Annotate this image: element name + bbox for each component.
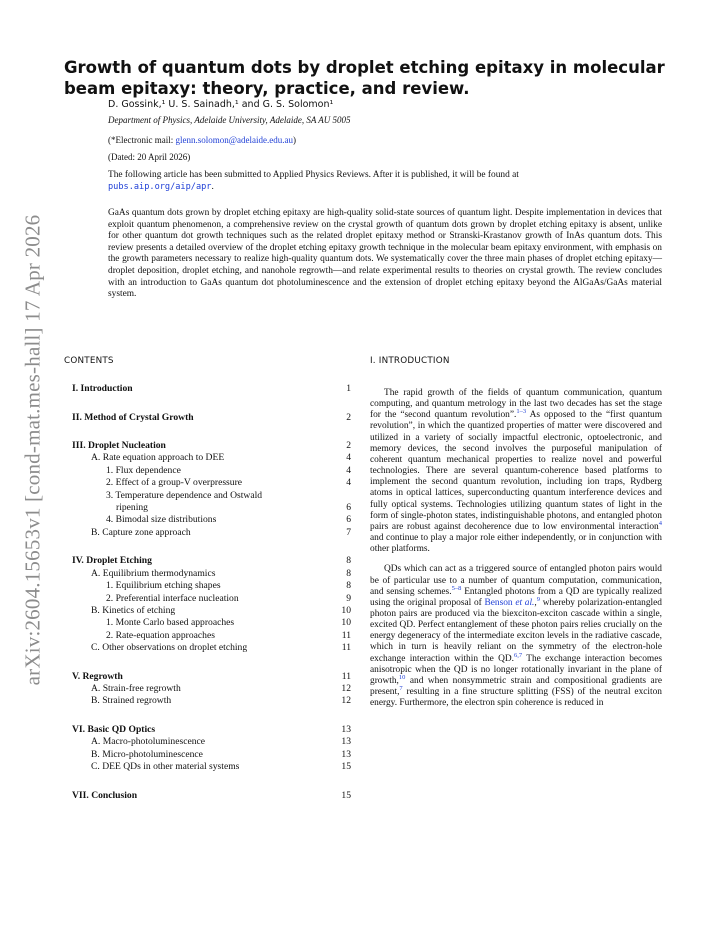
toc-entry-page: 11 (341, 642, 351, 654)
intro-text: QDs which can act as a triggered source of entangled photon pairs would be of particular use to a number of quantum computation, communication, and sensing schemes. (370, 564, 662, 597)
toc-entry-page: 13 (341, 723, 351, 735)
introduction-body (370, 388, 662, 718)
toc-entry-page: 8 (346, 567, 351, 579)
intro-text: whereby polarization-entangled photon pairs are produced via the biexciton-exciton cascade within a single, excited QD. Perfect entanglement of these photon pairs relies crucially on the energy degeneracy of the intermediate exciton levels in the radiative cascade, which in turn is heavily reliant on the symmetry of the electron-hole exchange interaction within the QD. (370, 597, 662, 664)
toc-entry-label: B. Capture zone approach (91, 526, 191, 538)
intro-paragraph-2: QDs which can act as a triggered source of entangled photon pairs would be of particular use to a number of quantum computation, communication, and sensing schemes.$^{5-8}$ Entangled photons from a QD are typically realized using the original proposal of Benson et al.,$^9$ whereby polarization-entangled photon pairs are produced via the biexciton-exciton cascade within a single, excited QD. Perfect entanglement of these photon pairs relies crucially on the energy degeneracy of the intermediate exciton levels in the radiative cascade, which in turn is heavily reliant on the symmetry of the electron-hole exchange interaction within the QD.$^{6,7}$ The exchange interaction becomes anisotropic when the QD is no longer rotationally invariant in the plane of growth,$^{10}$ and when nonsymmetric strain and compositional gradients are present,$^7$ resulting in a fine structure splitting (FSS) of the neutral exciton energy. Furthermore, the electron spin coherence is reduced in (370, 564, 662, 709)
toc-entry-label: VII. Conclusion (72, 789, 138, 801)
submission-notice (108, 170, 662, 193)
toc-entry-page: 10 (341, 604, 351, 616)
toc-entry-label: 2. Effect of a group-V overpressure (106, 477, 243, 489)
toc-entry-label: 3. Temperature dependence and Ostwald (106, 489, 263, 501)
intro-text: and when nonsymmetric strain and compositional gradients are present, (370, 675, 662, 698)
paper-title: Growth of quantum dots by droplet etching epitaxy in molecular beam epitaxy: theory, practice, and review. (64, 58, 665, 98)
toc-entry-label: A. Macro-photoluminescence (91, 736, 206, 748)
toc-entry-label: B. Strained regrowth (91, 695, 172, 707)
toc-entry-label: A. Strain-free regrowth (91, 683, 181, 694)
toc-entry-label: A. Rate equation approach to DEE (91, 452, 225, 464)
toc-entry-page: 4 (346, 464, 351, 476)
toc-entry-page: 9 (346, 592, 351, 604)
toc-entry-page: 6 (346, 514, 351, 526)
toc-entry-label: 1. Flux dependence (106, 464, 181, 476)
abstract: GaAs quantum dots grown by droplet etching epitaxy are high-quality solid-state sources of quantum light. Despite implementation in devices that exploit quantum phenomenon, a comprehensive review on the crystal growth of quantum dots grown by droplet etching epitaxy is absent, unlike for other quantum dot growth techniques such as the related droplet epitaxy method or Stranski-Krastanov growth of InAs quantum dots. This review presents a detailed overview of the droplet etching epitaxy growth technique in the molecular beam epitaxy environment, with emphasis on the growth parameters necessary to realize high-quality quantum dots. We systematically cover the three main phases of droplet etching epitaxy—droplet deposition, droplet etching, and nanohole regrowth—and relate experimental results to theories on crystal growth. The review concludes with an introduction to GaAs quantum dot photoluminescence and the extension of droplet etching epitaxy beyond the AlGaAs/GaAs material system. (108, 208, 662, 300)
toc-entry-label: III. Droplet Nucleation (72, 440, 166, 451)
toc-entry-page: 4 (346, 477, 351, 489)
citation-link[interactable]: 9 (536, 595, 540, 603)
arxiv-id-text: arXiv:2604.15653v1 [cond-mat.mes-hall] 17 Apr 2026 (20, 214, 45, 686)
email-link[interactable]: glenn.solomon@adelaide.edu.au (175, 135, 293, 145)
arxiv-identifier-stamp (15, 200, 51, 700)
toc-entry-page: 6 (346, 502, 351, 513)
toc-entry-page: 15 (341, 761, 351, 773)
toc-entry-page: 10 (341, 617, 351, 629)
toc-entry-label: I. Introduction (72, 383, 133, 394)
notice-text: The following article has been submitted to Applied Physics Reviews. After it is published, it will be found at (108, 170, 519, 180)
toc-entry-label: 2. Preferential interface nucleation (106, 592, 239, 604)
intro-paragraph-1 (370, 388, 662, 555)
intro-text: and continue to play a major role either independently, or in conjunction with other platforms. (370, 533, 662, 555)
intro-text: Entangled photons from a QD are typically realized using the original proposal of (370, 586, 662, 608)
toc-entry-page: 2 (346, 440, 351, 451)
toc-entry-page: 11 (341, 629, 351, 641)
intro-text: As opposed to the “first quantum revolution”, in which the quantized properties of matter were discovered and utilized in a variety of socially impactful electronic, optoelectronic, and memory devices, the second involves the purposeful manipulation of coherent quantum mechanical properties to realize novel and powerful technologies. There are several quantum-coherence based platforms to implement the second quantum revolution, including ion traps, Rydberg atoms in optical lattices, superconducting quantum interference devices and fully optical systems. Technologies utilizing quantum states of light in the form of single-photon states, indistinguishable photons, and entangled photon pairs are robust against decoherence due to low environmental interaction (370, 410, 662, 532)
toc-entry-label: B. Micro-photoluminescence (91, 748, 203, 760)
toc-entry-page: 12 (341, 695, 351, 707)
toc-entry-label: II. Method of Crystal Growth (72, 411, 194, 423)
toc-entry-page: 4 (346, 452, 351, 464)
toc-entry-label: 4. Bimodal size distributions (106, 514, 217, 526)
citation-link[interactable]: 4 (658, 519, 662, 527)
citation-link[interactable]: 5–8 (451, 584, 462, 592)
email-suffix: ) (293, 135, 296, 145)
toc-entry-page: 1 (346, 383, 351, 394)
toc-entry-page: 11 (341, 670, 351, 682)
toc-entry-page: 13 (341, 736, 351, 748)
dated-line: (Dated: 20 April 2026) (108, 152, 191, 162)
toc-entry-label: ripening (116, 502, 148, 513)
intro-text: resulting in a fine structure splitting (FSS) of the neutral exciton energy. Furthermore, the electron spin coherence is reduced in (370, 687, 662, 709)
introduction-heading: I. INTRODUCTION (370, 356, 450, 366)
toc-entry-page: 12 (341, 683, 351, 694)
contents-heading: CONTENTS (64, 356, 114, 366)
citation-link[interactable]: 10 (398, 673, 406, 681)
toc-entry-label: IV. Droplet Etching (72, 555, 152, 567)
toc-entry-label: V. Regrowth (72, 670, 123, 682)
toc-entry-page: 8 (346, 580, 351, 592)
intro-text: The exchange interaction becomes anisotropic when the QD is no longer rotationally invariant in the plane of growth, (370, 653, 662, 686)
toc-entry-label: VI. Basic QD Optics (72, 723, 156, 735)
affiliation: Department of Physics, Adelaide University, Adelaide, SA AU 5005 (108, 115, 351, 125)
toc-entry-page: 7 (346, 526, 351, 538)
journal-url-link[interactable]: pubs.aip.org/aip/apr (108, 181, 212, 192)
toc-entry-label: B. Kinetics of etching (91, 604, 176, 616)
notice-end: . (211, 181, 214, 192)
citation-link[interactable]: 6,7 (513, 651, 523, 659)
intro-text: The rapid growth of the fields of quantum communication, quantum computing, and quantum metrology in the last two decades has set the stage for the “second quantum revolution”. (370, 388, 662, 421)
author-list: D. Gossink,¹ U. S. Sainadh,¹ and G. S. Solomon¹ (108, 99, 334, 110)
toc-entry-page: 13 (341, 748, 351, 760)
toc-entry-page: 8 (346, 555, 351, 567)
citation-link[interactable]: 7 (399, 684, 403, 692)
reference-link-benson[interactable]: Benson et al. (484, 597, 535, 608)
toc-entry-label: A. Equilibrium thermodynamics (91, 567, 216, 579)
contact-email-line (108, 135, 296, 145)
toc-entry-page: 15 (341, 789, 351, 801)
toc-entry-label: 1. Monte Carlo based approaches (106, 617, 235, 629)
toc-entry-page: 2 (346, 411, 351, 423)
toc-entry-label: C. Other observations on droplet etching (91, 642, 248, 654)
toc-entry-label: C. DEE QDs in other material systems (91, 761, 240, 773)
toc-entry-label: 1. Equilibrium etching shapes (106, 580, 221, 592)
email-prefix: (*Electronic mail: (108, 135, 176, 145)
toc-entry-label: 2. Rate-equation approaches (106, 629, 215, 641)
citation-link[interactable]: 1–3 (516, 408, 527, 416)
